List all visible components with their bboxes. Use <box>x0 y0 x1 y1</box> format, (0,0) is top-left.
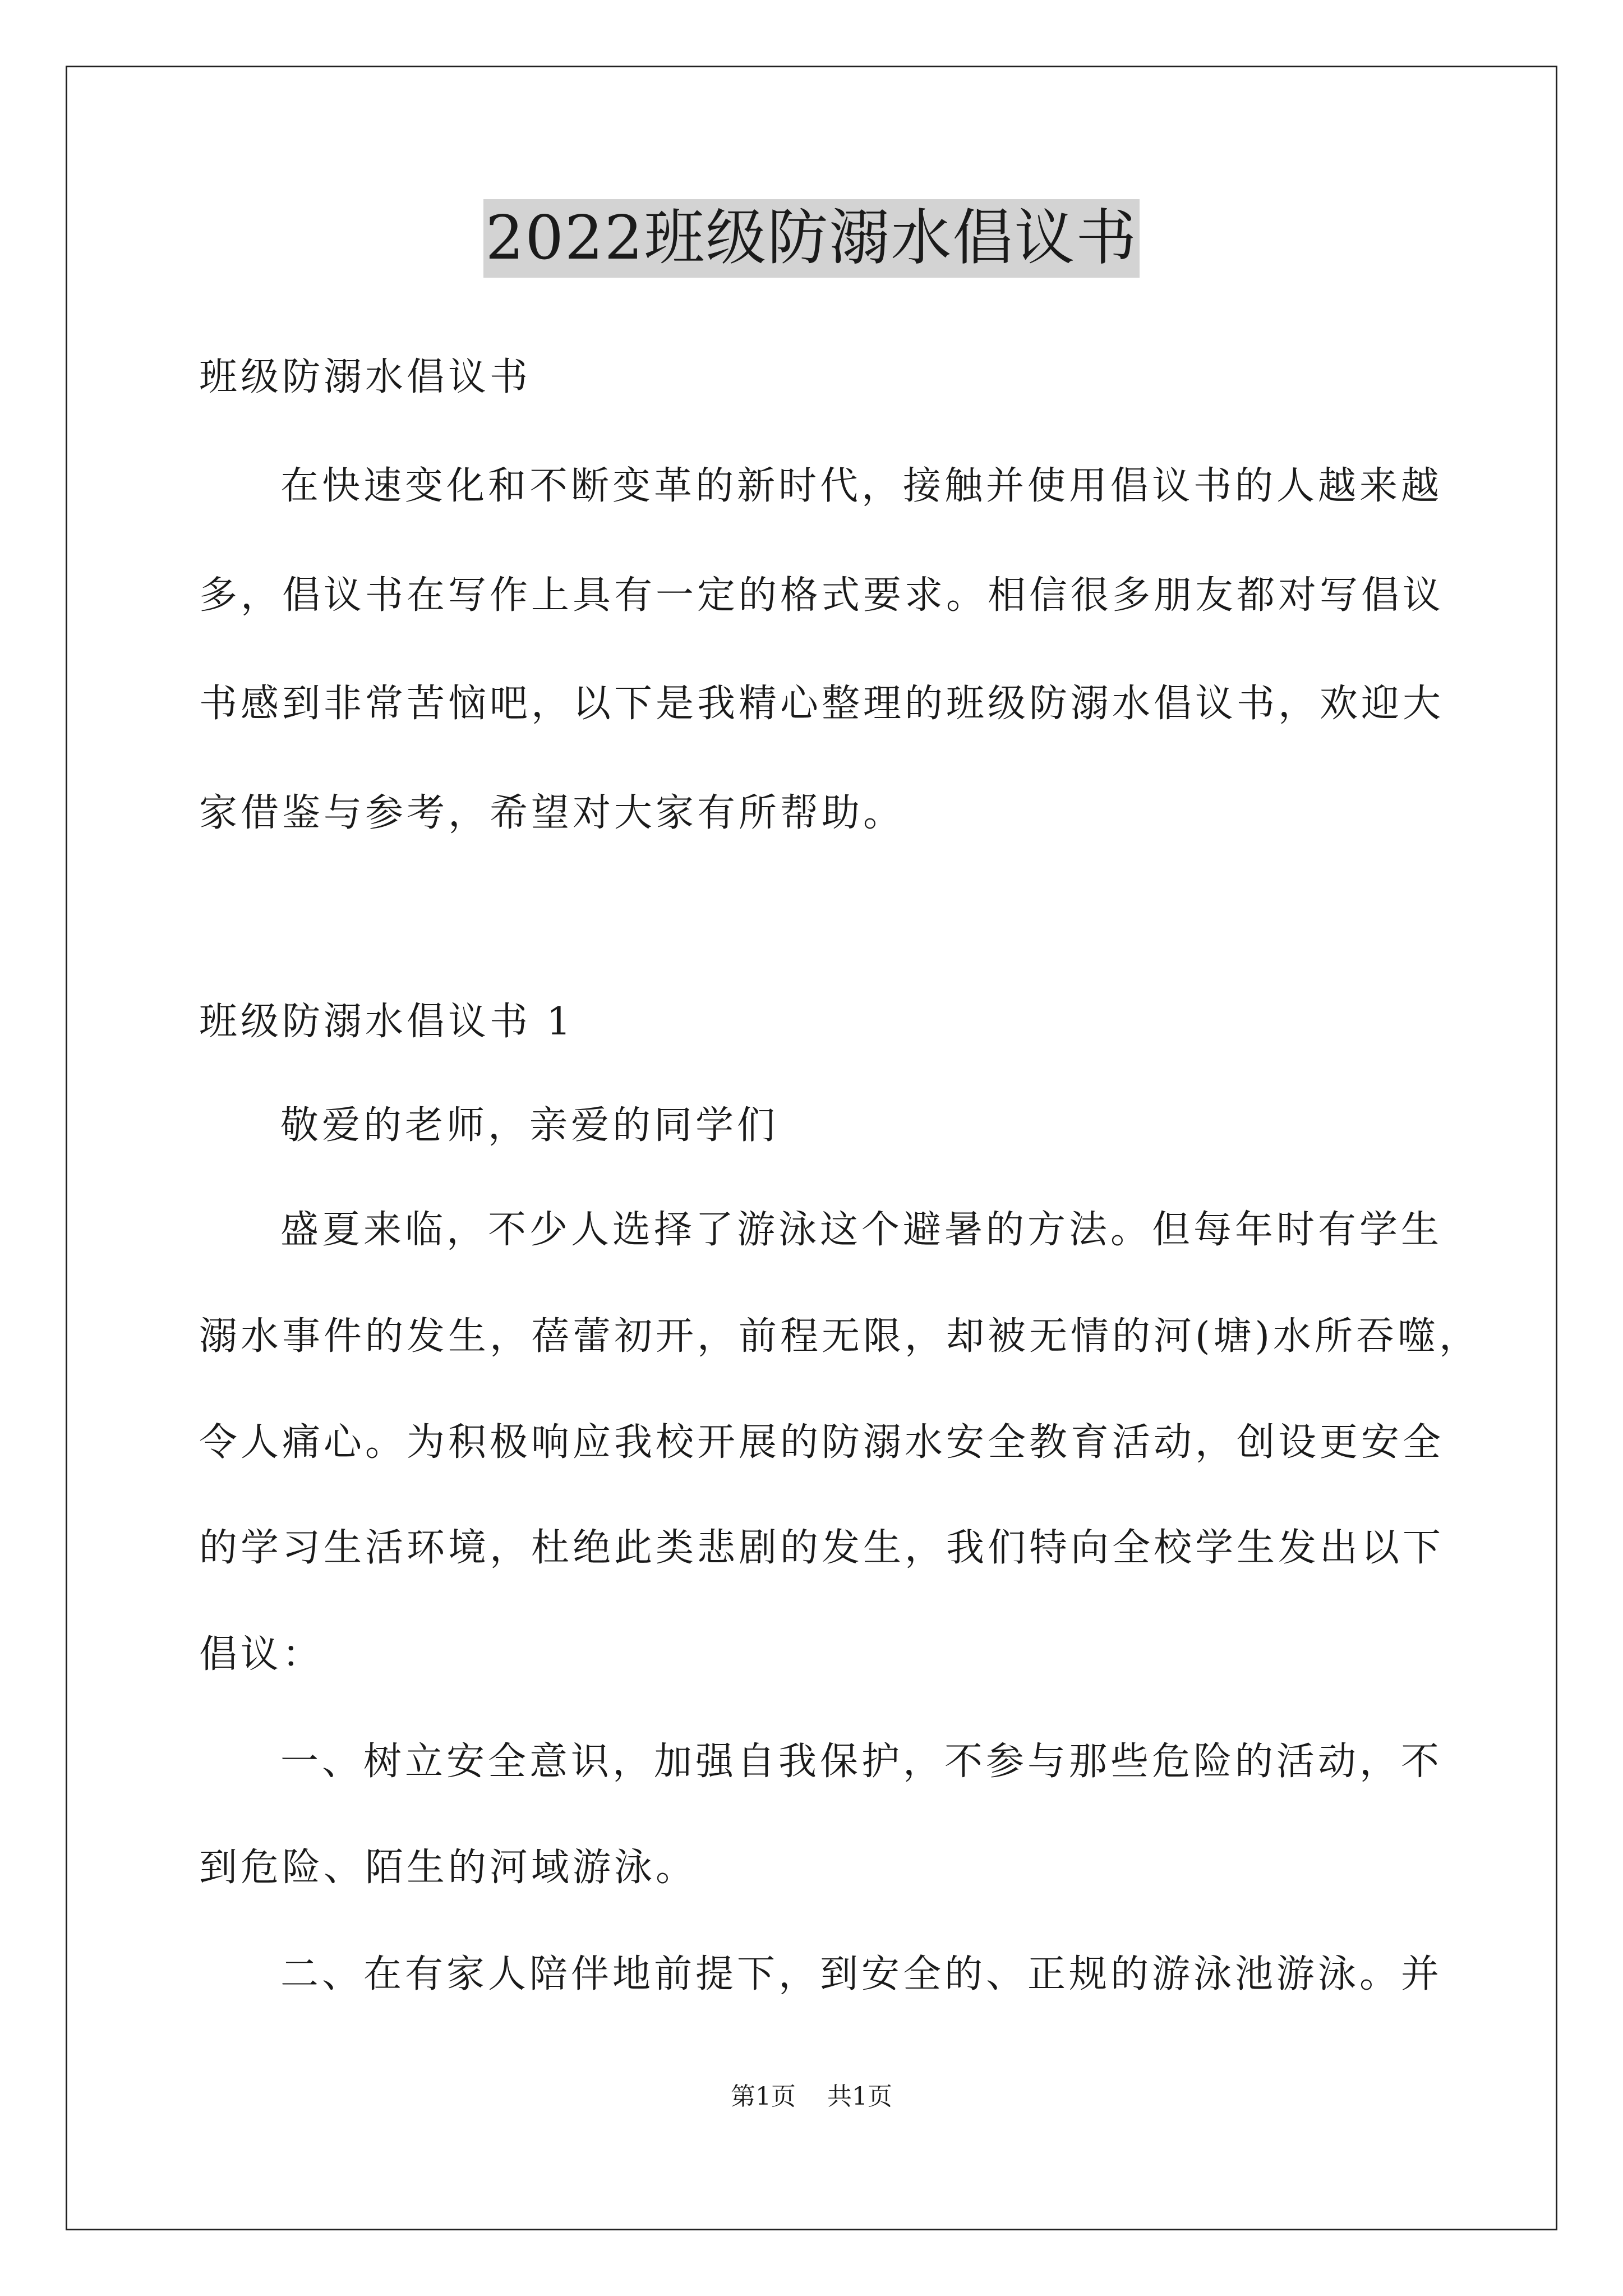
page-footer <box>0 2080 1623 2114</box>
page-number: 第1页 <box>731 2082 796 2111</box>
section-heading: 班级防溺水倡议书 1 <box>199 1000 574 1044</box>
intro-line: 家借鉴与参考，希望对大家有所帮助。 <box>199 791 905 835</box>
page-total: 共1页 <box>827 2082 892 2111</box>
title-container <box>0 199 1623 278</box>
body-line: 倡议： <box>199 1632 324 1677</box>
body-line: 令人痛心。为积极响应我校开展的防溺水安全教育活动，创设更安全 <box>199 1420 1445 1465</box>
item-two-line: 二、在有家人陪伴地前提下，到安全的、正规的游泳池游泳。并 <box>280 1952 1443 1996</box>
intro-line: 多，倡议书在写作上具有一定的格式要求。相信很多朋友都对写倡议 <box>199 573 1445 618</box>
intro-line: 在快速变化和不断变革的新时代，接触并使用倡议书的人越来越 <box>280 464 1443 508</box>
document-subtitle: 班级防溺水倡议书 <box>199 355 532 399</box>
greeting-line: 敬爱的老师，亲爱的同学们 <box>280 1103 779 1148</box>
document-title: 2022班级防溺水倡议书 <box>483 199 1140 278</box>
item-one-line: 一、树立安全意识，加强自我保护，不参与那些危险的活动，不 <box>280 1740 1443 1784</box>
body-line: 溺水事件的发生，蓓蕾初开，前程无限，却被无情的河(塘)水所吞噬， <box>199 1314 1481 1359</box>
body-line: 的学习生活环境，杜绝此类悲剧的发生，我们特向全校学生发出以下 <box>199 1526 1445 1570</box>
body-line: 盛夏来临，不少人选择了游泳这个避暑的方法。但每年时有学生 <box>280 1208 1443 1252</box>
item-one-line: 到危险、陌生的河域游泳。 <box>199 1846 698 1890</box>
intro-line: 书感到非常苦恼吧，以下是我精心整理的班级防溺水倡议书，欢迎大 <box>199 682 1445 726</box>
